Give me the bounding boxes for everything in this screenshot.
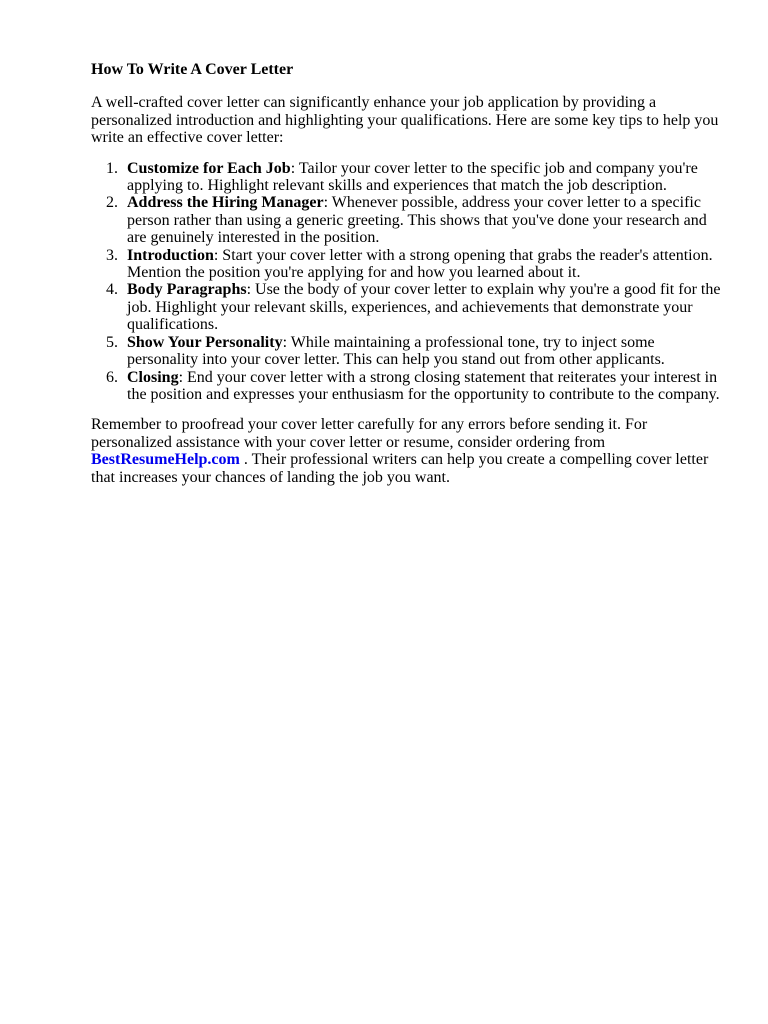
document-title: How To Write A Cover Letter bbox=[91, 61, 294, 78]
tip-item-show-personality bbox=[91, 334, 723, 369]
tip-item-introduction bbox=[91, 247, 723, 282]
bestresumehelp-link[interactable]: BestResumeHelp.com bbox=[91, 451, 240, 469]
tip-term: Show Your Personality bbox=[127, 333, 283, 351]
list-number: 4. bbox=[106, 281, 118, 299]
list-number: 3. bbox=[106, 246, 118, 264]
tip-term: Address the Hiring Manager bbox=[127, 194, 324, 212]
tip-text: : Tailor your cover letter to the specific job and company you're applying to. Highlight relevant skills and experiences that match the job description. bbox=[127, 159, 698, 195]
tip-text: : Use the body of your cover letter to explain why you're a good fit for the job. Highlight your relevant skills, experiences, and achievements that demonstrate your qualifications. bbox=[127, 281, 721, 334]
tip-item-body-paragraphs bbox=[91, 281, 723, 333]
tip-term: Customize for Each Job bbox=[127, 159, 291, 177]
tip-text: : End your cover letter with a strong closing statement that reiterates your interest in the position and expresses your enthusiasm for the opportunity to contribute to the company. bbox=[127, 368, 720, 403]
closing-text-before: Remember to proofread your cover letter carefully for any errors before sending it. For personalized assistance with your cover letter or resume, consider ordering from bbox=[91, 416, 648, 451]
list-number: 6. bbox=[106, 368, 118, 386]
tip-term: Introduction bbox=[127, 246, 214, 264]
tips-list bbox=[91, 160, 723, 404]
list-number: 1. bbox=[106, 159, 118, 177]
tip-term: Body Paragraphs bbox=[127, 281, 247, 299]
closing-paragraph bbox=[91, 416, 723, 486]
closing-text-after: . Their professional writers can help you create a compelling cover letter that increases your chances of landing the job you want. bbox=[91, 451, 709, 486]
intro-paragraph: A well-crafted cover letter can significantly enhance your job application by providing a personalized introduction and highlighting your qualifications. Here are some key tips to help you write an effective cover letter: bbox=[91, 94, 719, 147]
tip-item-closing bbox=[91, 369, 723, 404]
tip-text: : Whenever possible, address your cover letter to a specific person rather than using a generic greeting. This shows that you've done your research and are genuinely interested in the position. bbox=[127, 194, 707, 247]
list-number: 2. bbox=[106, 194, 118, 212]
tip-term: Closing bbox=[127, 368, 179, 386]
tip-item-address-hiring-manager bbox=[91, 194, 723, 246]
list-number: 5. bbox=[106, 333, 118, 351]
tip-text: : While maintaining a professional tone, try to inject some personality into your cover letter. This can help you stand out from other applicants. bbox=[127, 333, 665, 369]
tip-text: : Start your cover letter with a strong opening that grabs the reader's attention. Mention the position you're applying for and how you learned about it. bbox=[127, 246, 713, 282]
document-content bbox=[91, 61, 723, 486]
tip-item-customize bbox=[91, 160, 723, 195]
